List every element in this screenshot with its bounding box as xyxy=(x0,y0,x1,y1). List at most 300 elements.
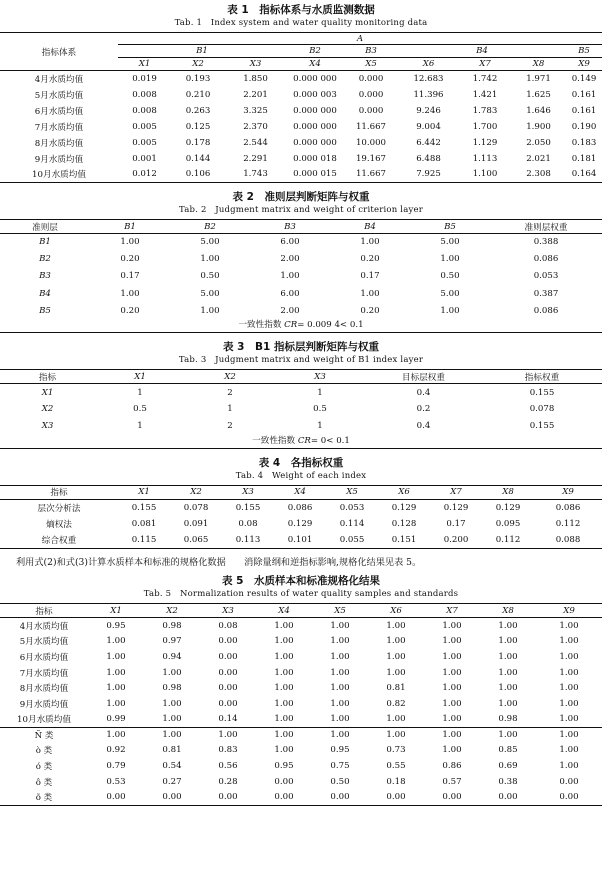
table-row xyxy=(0,302,602,319)
table4 xyxy=(0,485,602,550)
table-cell: 0.00 xyxy=(559,776,579,787)
table-cell: 0.00 xyxy=(274,792,294,803)
table-cell: 0.008 xyxy=(132,105,157,116)
table-row xyxy=(0,135,602,151)
table-row xyxy=(0,401,602,418)
table-cell: 0.98 xyxy=(162,683,182,694)
table-row xyxy=(0,758,602,774)
table1-subgroup: B3 xyxy=(365,46,377,56)
column-header: X2 xyxy=(224,371,236,382)
table-cell: 0.50 xyxy=(330,776,350,787)
table-cell: 1.00 xyxy=(559,651,579,662)
table-cell: 0.112 xyxy=(555,519,581,530)
table-cell: 0.088 xyxy=(555,535,581,546)
table-cell: 2.00 xyxy=(280,254,300,265)
table-cell: 0.193 xyxy=(185,73,211,84)
row-label: 9月水质均值 xyxy=(34,154,84,165)
table-cell: 0.200 xyxy=(443,535,469,546)
table-cell: 0.17 xyxy=(446,519,466,530)
row-label: 9月水质均值 xyxy=(19,699,69,710)
table-cell: 1.700 xyxy=(472,121,498,132)
column-header: B5 xyxy=(444,221,456,232)
table-cell: 1.00 xyxy=(330,698,350,709)
row-label: 6月水质均值 xyxy=(34,106,84,117)
table-cell: 0.115 xyxy=(131,535,157,546)
table-cell: 0.065 xyxy=(183,535,209,546)
column-header: X6 xyxy=(398,487,410,498)
table-cell: 1.00 xyxy=(360,288,380,299)
table-cell: 0.078 xyxy=(183,502,209,513)
table-cell: 1.00 xyxy=(330,620,350,631)
table-cell: 0.00 xyxy=(218,651,238,662)
column-header: X9 xyxy=(578,59,590,69)
row-label: 4月水质均值 xyxy=(19,621,69,632)
table-cell: 2.291 xyxy=(243,153,268,164)
column-header: 准则层 xyxy=(32,222,58,233)
column-header: X3 xyxy=(314,371,326,382)
row-label: B1 xyxy=(39,237,51,248)
table-cell: 0.94 xyxy=(162,651,182,662)
row-label: 熵权法 xyxy=(46,520,72,531)
row-label: 5月水质均值 xyxy=(34,90,84,101)
table-cell: 0.98 xyxy=(162,620,182,631)
table-cell: 0.81 xyxy=(162,745,182,756)
table-cell: 0.129 xyxy=(443,502,469,513)
table-cell: 0.73 xyxy=(386,745,406,756)
table-cell: 0.99 xyxy=(106,714,126,725)
table-cell: 1 xyxy=(317,421,323,432)
row-label: X2 xyxy=(41,404,54,415)
table-row xyxy=(0,634,602,650)
table-cell: 1.00 xyxy=(106,651,126,662)
column-header: X8 xyxy=(502,605,514,616)
column-header: X9 xyxy=(563,605,575,616)
table-row xyxy=(0,71,602,87)
table-cell: 0.20 xyxy=(360,305,380,316)
table-cell: 1.625 xyxy=(526,89,551,100)
column-header: 指标 xyxy=(38,372,57,383)
table-cell: 9.004 xyxy=(416,121,441,132)
table-cell: 0.5 xyxy=(313,404,327,415)
table-cell: 0.164 xyxy=(571,169,597,180)
row-label: B5 xyxy=(39,305,51,316)
table-cell: 0.000 018 xyxy=(293,153,337,164)
table-cell: 1.00 xyxy=(274,683,294,694)
column-header: X7 xyxy=(479,59,491,69)
table-cell: 1.742 xyxy=(472,73,498,84)
table-cell: 1.00 xyxy=(559,636,579,647)
table-cell: 0.56 xyxy=(218,761,238,772)
table-cell: 0.000 003 xyxy=(293,89,337,100)
table-cell: 0.161 xyxy=(571,89,597,100)
table-cell: 1.00 xyxy=(559,730,579,741)
table-cell: 1.00 xyxy=(442,636,462,647)
column-header: X4 xyxy=(309,59,321,69)
column-header: B2 xyxy=(204,221,216,232)
table-cell: 0.08 xyxy=(218,620,238,631)
row-label: 综合权重 xyxy=(41,536,77,547)
table-cell: 0.00 xyxy=(218,636,238,647)
table-cell: 0.101 xyxy=(287,535,313,546)
table-cell: 0.00 xyxy=(274,776,294,787)
table-cell: 0.95 xyxy=(106,620,126,631)
table-cell: 0.053 xyxy=(533,271,559,282)
table-cell: 0.000 xyxy=(358,89,384,100)
table-cell: 1.00 xyxy=(442,620,462,631)
table-row xyxy=(0,499,602,516)
table-cell: 1.971 xyxy=(526,73,551,84)
table-cell: 5.00 xyxy=(200,237,220,248)
table-cell: 1.113 xyxy=(472,153,498,164)
table-cell: 1.00 xyxy=(274,651,294,662)
table-cell: 0.28 xyxy=(218,776,238,787)
column-header: X4 xyxy=(278,605,290,616)
table-cell: 0.50 xyxy=(200,271,220,282)
table-cell: 1.00 xyxy=(442,730,462,741)
table-cell: 1.00 xyxy=(200,254,220,265)
table-cell: 0.086 xyxy=(533,254,559,265)
table-cell: 1.00 xyxy=(559,683,579,694)
table-cell: 1.00 xyxy=(498,683,518,694)
table-cell: 2 xyxy=(227,387,233,398)
column-header: X5 xyxy=(365,59,377,69)
table-cell: 1.421 xyxy=(472,89,498,100)
table-cell: 0.129 xyxy=(287,519,313,530)
column-header: X4 xyxy=(294,487,306,498)
table-cell: 9.246 xyxy=(416,105,441,116)
note-symbol: CR xyxy=(284,320,298,331)
table-cell: 0.112 xyxy=(495,535,521,546)
table-cell: 0.00 xyxy=(442,792,462,803)
table-cell: 0.095 xyxy=(495,519,521,530)
table-cell: 0.155 xyxy=(235,502,261,513)
table1-corner: 指标体系 xyxy=(41,47,77,58)
table2 xyxy=(0,219,602,319)
table-cell: 1.00 xyxy=(498,620,518,631)
table-cell: 0.000 000 xyxy=(293,105,337,116)
table-cell: 1.00 xyxy=(274,730,294,741)
row-label: 6月水质均值 xyxy=(19,652,69,663)
table-cell: 0.27 xyxy=(162,776,182,787)
column-header: B1 xyxy=(124,221,136,232)
column-header: X1 xyxy=(110,605,122,616)
row-label: B3 xyxy=(39,271,51,282)
table-cell: 0.151 xyxy=(391,535,417,546)
row-label: Ñ 类 xyxy=(34,731,54,742)
table-cell: 5.00 xyxy=(440,237,460,248)
table-cell: 0.95 xyxy=(274,761,294,772)
table-cell: 0.57 xyxy=(442,776,462,787)
table-cell: 0.005 xyxy=(132,121,157,132)
table-cell: 1.00 xyxy=(440,254,460,265)
table1-group: A xyxy=(118,33,602,45)
table1-subgroup: B4 xyxy=(476,46,488,56)
table-row xyxy=(0,532,602,549)
table3-subtitle: Tab. 3 Judgment matrix and weight of B1 index layer xyxy=(178,355,424,366)
column-header: B3 xyxy=(284,221,296,232)
table-cell: 0.5 xyxy=(133,404,147,415)
table-cell: 1.00 xyxy=(442,667,462,678)
table-cell: 1.00 xyxy=(386,651,406,662)
table-cell: 1.00 xyxy=(218,730,238,741)
column-header: X3 xyxy=(222,605,234,616)
table-cell: 0.98 xyxy=(498,714,518,725)
table-cell: 0.18 xyxy=(386,776,406,787)
table-cell: 0.190 xyxy=(571,121,597,132)
table-cell: 0.106 xyxy=(185,169,211,180)
table-cell: 0.95 xyxy=(330,745,350,756)
column-header: X3 xyxy=(249,59,262,69)
table-cell: 1 xyxy=(137,421,143,432)
table-cell: 1.00 xyxy=(442,698,462,709)
table-cell: 0.001 xyxy=(132,153,157,164)
table-cell: 11.396 xyxy=(413,89,444,100)
column-header: X7 xyxy=(446,605,458,616)
table-row xyxy=(0,696,602,712)
column-header: X7 xyxy=(450,487,462,498)
table-cell: 6.442 xyxy=(416,137,441,148)
table-cell: 0.00 xyxy=(559,792,579,803)
table-cell: 0.012 xyxy=(132,169,157,180)
row-label: X3 xyxy=(41,421,54,432)
table-cell: 0.155 xyxy=(529,387,555,398)
column-header: X2 xyxy=(166,605,178,616)
table-cell: 0.85 xyxy=(498,745,518,756)
table-cell: 1.00 xyxy=(498,698,518,709)
table-cell: 0.38 xyxy=(498,776,518,787)
column-header: 目标层权重 xyxy=(402,372,445,383)
table-cell: 0.263 xyxy=(185,105,211,116)
table-row xyxy=(0,712,602,728)
table-cell: 1.00 xyxy=(274,745,294,756)
table-cell: 0.000 xyxy=(358,73,384,84)
table-cell: 1.00 xyxy=(280,271,300,282)
table-cell: 1 xyxy=(317,387,323,398)
table-cell: 0.000 015 xyxy=(293,169,337,180)
table-cell: 0.387 xyxy=(533,288,559,299)
table-cell: 0.00 xyxy=(218,667,238,678)
table-cell: 1.00 xyxy=(559,667,579,678)
column-header: X2 xyxy=(190,487,202,498)
table-cell: 1.00 xyxy=(442,714,462,725)
table-row xyxy=(0,151,602,167)
column-header: X6 xyxy=(390,605,402,616)
table-cell: 0.161 xyxy=(571,105,597,116)
table-cell: 12.683 xyxy=(413,73,444,84)
table-cell: 0.00 xyxy=(218,698,238,709)
table-cell: 0.00 xyxy=(162,792,182,803)
table-cell: 0.97 xyxy=(162,636,182,647)
row-label: ó 类 xyxy=(35,762,53,773)
table-cell: 1.00 xyxy=(274,698,294,709)
table2-subtitle: Tab. 2 Judgment matrix and weight of criterion layer xyxy=(179,205,423,215)
table-cell: 0.128 xyxy=(391,519,417,530)
table4-caption: 表 4 各指标权重 xyxy=(258,456,344,469)
table2-note: 一致性指数 CR= 0.009 4< 0.1 xyxy=(0,319,602,333)
table-cell: 6.00 xyxy=(280,237,300,248)
table-cell: 0.82 xyxy=(386,698,406,709)
table-cell: 0.00 xyxy=(218,792,238,803)
table-cell: 1.00 xyxy=(386,730,406,741)
table-cell: 1.00 xyxy=(442,683,462,694)
table-cell: 1.00 xyxy=(498,667,518,678)
table-cell: 5.00 xyxy=(200,288,220,299)
table-cell: 1.00 xyxy=(442,745,462,756)
table1 xyxy=(0,32,602,183)
table-cell: 0.75 xyxy=(330,761,350,772)
column-header: X5 xyxy=(346,487,358,498)
table-cell: 1.00 xyxy=(106,683,126,694)
table-cell: 0.00 xyxy=(106,792,126,803)
table-cell: 1.00 xyxy=(559,620,579,631)
table-cell: 1.00 xyxy=(559,745,579,756)
row-label: 10月水质均值 xyxy=(17,715,71,726)
row-label: 4月水质均值 xyxy=(34,74,84,85)
table-cell: 0.08 xyxy=(238,519,258,530)
table-cell: 1.00 xyxy=(106,636,126,647)
table-cell: 2.308 xyxy=(526,169,551,180)
table-row xyxy=(0,119,602,135)
table-cell: 1.00 xyxy=(162,667,182,678)
table-cell: 0.17 xyxy=(360,271,380,282)
table-cell: 0.69 xyxy=(498,761,518,772)
table-cell: 1.00 xyxy=(442,651,462,662)
table-row xyxy=(0,418,602,435)
row-label: ò 类 xyxy=(35,746,53,757)
table-cell: 19.167 xyxy=(355,153,387,164)
row-label: B4 xyxy=(39,288,51,299)
table-cell: 1.00 xyxy=(274,714,294,725)
row-label: 7月水质均值 xyxy=(34,122,84,133)
table-cell: 1.100 xyxy=(472,169,498,180)
table-cell: 2.544 xyxy=(243,137,268,148)
table-cell: 1.00 xyxy=(386,620,406,631)
table-cell: 1.00 xyxy=(386,714,406,725)
table-cell: 0.81 xyxy=(386,683,406,694)
table-cell: 0.114 xyxy=(339,519,365,530)
table-cell: 0.144 xyxy=(185,153,211,164)
table-cell: 1.00 xyxy=(274,636,294,647)
column-header: B4 xyxy=(364,221,376,232)
table-cell: 0.50 xyxy=(440,271,460,282)
table-row xyxy=(0,268,602,285)
body-paragraph: 利用式(2)和式(3)计算水质样本和标准的规格化数据 消除量纲和逆指标影响,规格化结果见表 5。 xyxy=(16,557,422,569)
table-cell: 1 xyxy=(137,387,143,398)
table-cell: 0.178 xyxy=(185,137,211,148)
column-header: X2 xyxy=(192,59,204,69)
table-cell: 1.00 xyxy=(330,683,350,694)
table-cell: 10.000 xyxy=(355,137,387,148)
row-label: 5月水质均值 xyxy=(19,637,69,648)
table-cell: 1.646 xyxy=(526,105,551,116)
table1-caption: 表 1 指标体系与水质监测数据 xyxy=(227,4,375,16)
table-cell: 1.783 xyxy=(472,105,498,116)
table-cell: 1.00 xyxy=(120,237,140,248)
table-row xyxy=(0,743,602,759)
table-cell: 6.00 xyxy=(280,288,300,299)
column-header: X8 xyxy=(502,487,514,498)
table-cell: 0.210 xyxy=(185,89,211,100)
table-row xyxy=(0,384,602,401)
table-cell: 1.00 xyxy=(106,698,126,709)
column-header: 准则层权重 xyxy=(524,222,568,233)
row-label: 8月水质均值 xyxy=(19,684,69,695)
table-cell: 0.149 xyxy=(571,73,597,84)
table-cell: 1.900 xyxy=(526,121,551,132)
table3-note: 一致性指数 CR= 0< 0.1 xyxy=(0,435,602,449)
table-cell: 11.667 xyxy=(355,121,387,132)
table-cell: 0.00 xyxy=(218,683,238,694)
table-cell: 0.000 000 xyxy=(293,73,337,84)
table-cell: 2 xyxy=(227,421,233,432)
table-row xyxy=(0,285,602,302)
table-cell: 0.14 xyxy=(218,714,238,725)
table-cell: 1.00 xyxy=(162,714,182,725)
table-cell: 0.019 xyxy=(132,73,157,84)
row-label: 层次分析法 xyxy=(37,503,81,514)
table-row xyxy=(0,789,602,805)
table-cell: 0.005 xyxy=(132,137,157,148)
table4-subtitle: Tab. 4 Weight of each index xyxy=(235,470,367,481)
table-cell: 1.00 xyxy=(440,305,460,316)
table-cell: 0.008 xyxy=(132,89,157,100)
row-label: X1 xyxy=(41,387,54,398)
column-header: X8 xyxy=(532,59,545,69)
table-cell: 11.667 xyxy=(355,169,387,180)
table1-subgroup: B5 xyxy=(578,46,590,56)
table-cell: 0.79 xyxy=(106,761,126,772)
table-row xyxy=(0,234,602,251)
table-cell: 0.17 xyxy=(120,271,140,282)
table-cell: 0.086 xyxy=(287,502,313,513)
column-header: X9 xyxy=(562,487,574,498)
table-cell: 1 xyxy=(227,404,233,415)
table-cell: 2.021 xyxy=(526,153,551,164)
table-cell: 0.54 xyxy=(162,761,182,772)
table-cell: 0.181 xyxy=(571,153,597,164)
table-cell: 0.113 xyxy=(235,535,261,546)
table-cell: 1.00 xyxy=(200,305,220,316)
table-cell: 0.00 xyxy=(386,792,406,803)
column-header: 指标权重 xyxy=(524,372,560,383)
table-cell: 0.20 xyxy=(120,305,140,316)
table-cell: 0.081 xyxy=(131,519,157,530)
table5-caption: 表 5 水质样本和标准规格化结果 xyxy=(222,575,380,588)
table-cell: 1.00 xyxy=(498,730,518,741)
table-cell: 6.488 xyxy=(416,153,441,164)
table-cell: 1.00 xyxy=(330,636,350,647)
row-label: 7月水质均值 xyxy=(19,668,69,679)
table-cell: 1.00 xyxy=(274,620,294,631)
table-cell: 2.201 xyxy=(243,89,268,100)
table-cell: 0.129 xyxy=(391,502,417,513)
table5-subtitle: Tab. 5 Normalization results of water quality samples and standards xyxy=(143,589,459,600)
table-cell: 1.00 xyxy=(386,667,406,678)
table-cell: 1.00 xyxy=(330,730,350,741)
table-cell: 1.00 xyxy=(559,761,579,772)
table-cell: 1.00 xyxy=(386,636,406,647)
table-cell: 1.00 xyxy=(162,698,182,709)
table-row xyxy=(0,103,602,119)
table-cell: 0.129 xyxy=(495,502,521,513)
table-cell: 1.00 xyxy=(330,651,350,662)
table-cell: 3.325 xyxy=(243,105,268,116)
table-cell: 7.925 xyxy=(416,169,441,180)
table1-subgroup: B2 xyxy=(309,46,321,56)
table-cell: 1.129 xyxy=(472,137,498,148)
table-cell: 0.2 xyxy=(416,404,431,415)
table-cell: 1.00 xyxy=(559,714,579,725)
